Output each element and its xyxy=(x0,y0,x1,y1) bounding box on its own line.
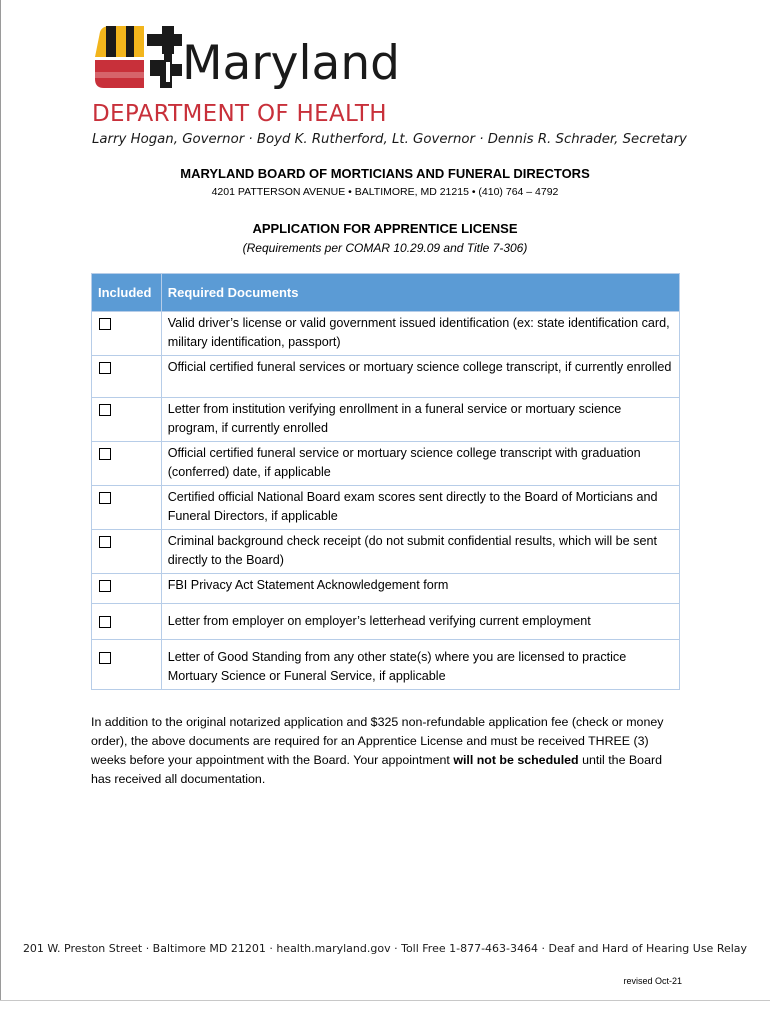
checkbox-icon[interactable] xyxy=(99,318,111,330)
checkbox-icon[interactable] xyxy=(99,404,111,416)
revised-date: revised Oct-21 xyxy=(623,976,682,986)
included-cell xyxy=(92,356,162,398)
document-cell: FBI Privacy Act Statement Acknowledgement form xyxy=(161,574,679,604)
table-row xyxy=(92,604,680,640)
checkbox-icon[interactable] xyxy=(99,536,111,548)
officials-line: Larry Hogan, Governor · Boyd K. Rutherford, Lt. Governor · Dennis R. Schrader, Secretary xyxy=(92,132,687,147)
included-cell xyxy=(92,574,162,604)
maryland-flag-logo-icon xyxy=(92,24,192,90)
department-name: DEPARTMENT OF HEALTH xyxy=(92,101,387,127)
document-cell: Valid driver’s license or valid government issued identification (ex: state identification card, military identification, passport) xyxy=(161,312,679,356)
table-row xyxy=(92,640,680,690)
included-cell xyxy=(92,312,162,356)
instructions-text: In addition to the original notarized application and $325 non-refundable application fee (check or money order), the above documents are required for an Apprentice License and must be received THREE (3) weeks before your appointment with the Board. Your appointment xyxy=(91,715,664,767)
document-cell: Letter from institution verifying enrollment in a funeral service or mortuary science program, if currently enrolled xyxy=(161,398,679,442)
included-cell xyxy=(92,398,162,442)
table-row xyxy=(92,312,680,356)
table-row xyxy=(92,486,680,530)
checkbox-icon[interactable] xyxy=(99,492,111,504)
instructions-emphasis: will not be scheduled xyxy=(453,753,579,767)
page-left-edge xyxy=(0,0,1,1000)
instructions-text-end: until the Board has received all documentation. xyxy=(91,753,662,786)
included-cell xyxy=(92,442,162,486)
table-row xyxy=(92,442,680,486)
document-cell: Official certified funeral services or mortuary science college transcript, if currently enrolled xyxy=(161,356,679,398)
document-cell: Official certified funeral service or mortuary science college transcript with graduation (conferred) date, if applicable xyxy=(161,442,679,486)
table-row xyxy=(92,530,680,574)
required-documents-table xyxy=(91,273,680,690)
column-header-included: Included xyxy=(92,274,162,312)
document-cell: Letter of Good Standing from any other state(s) where you are licensed to practice Mortuary Science or Funeral Service, if applicable xyxy=(161,640,679,690)
table-row xyxy=(92,574,680,604)
included-cell xyxy=(92,604,162,640)
column-header-required-documents: Required Documents xyxy=(161,274,679,312)
table-row xyxy=(92,398,680,442)
table-row xyxy=(92,356,680,398)
instructions-paragraph xyxy=(91,713,671,789)
board-title: MARYLAND BOARD OF MORTICIANS AND FUNERAL DIRECTORS xyxy=(180,166,590,181)
application-subtitle: (Requirements per COMAR 10.29.09 and Title 7-306) xyxy=(242,241,528,255)
checkbox-icon[interactable] xyxy=(99,362,111,374)
document-cell: Criminal background check receipt (do not submit confidential results, which will be sent directly to the Board) xyxy=(161,530,679,574)
document-cell: Letter from employer on employer’s letterhead verifying current employment xyxy=(161,604,679,640)
checkbox-icon[interactable] xyxy=(99,580,111,592)
brand-name: Maryland xyxy=(182,36,400,91)
included-cell xyxy=(92,530,162,574)
document-cell: Certified official National Board exam scores sent directly to the Board of Morticians and Funeral Directors, if applicable xyxy=(161,486,679,530)
checkbox-icon[interactable] xyxy=(99,652,111,664)
footer-address: 201 W. Preston Street · Baltimore MD 21201 · health.maryland.gov · Toll Free 1-877-463-3464 · Deaf and Hard of Hearing Use Relay xyxy=(22,942,748,955)
application-title: APPLICATION FOR APPRENTICE LICENSE xyxy=(252,221,518,236)
table-header-row xyxy=(92,274,680,312)
page-bottom-edge xyxy=(0,1000,770,1001)
checkbox-icon[interactable] xyxy=(99,448,111,460)
board-address: 4201 PATTERSON AVENUE • BALTIMORE, MD 21215 • (410) 764 – 4792 xyxy=(211,186,559,198)
checkbox-icon[interactable] xyxy=(99,616,111,628)
included-cell xyxy=(92,640,162,690)
included-cell xyxy=(92,486,162,530)
